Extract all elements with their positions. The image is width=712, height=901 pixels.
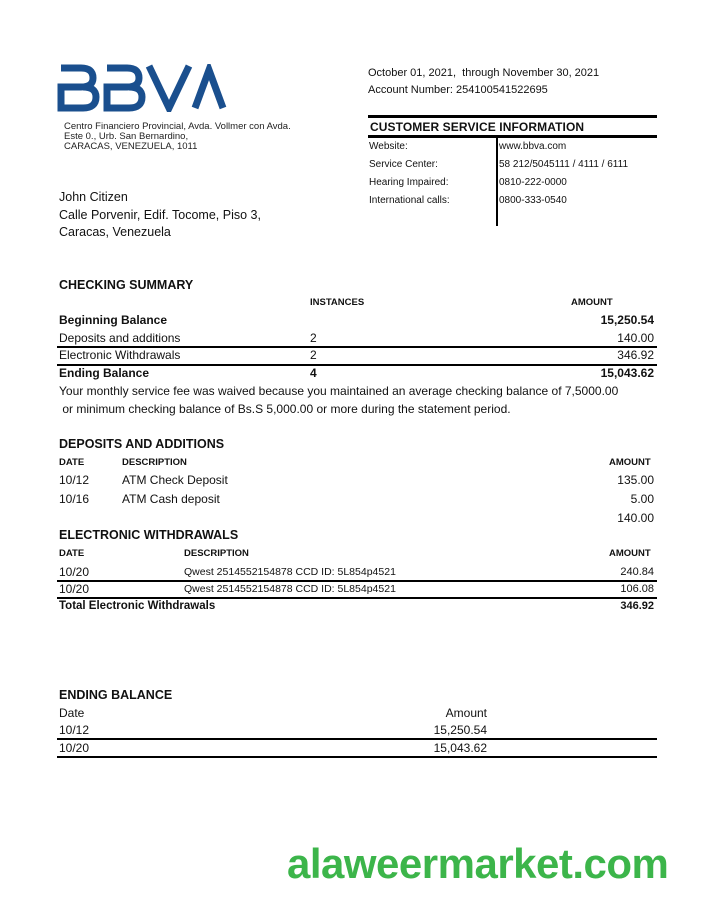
- summary-amount: 346.92: [617, 348, 654, 362]
- deposit-description: ATM Check Deposit: [122, 473, 228, 487]
- customer-service-info: [368, 115, 657, 210]
- deposit-row: [57, 491, 657, 508]
- bank-address: [64, 122, 291, 152]
- cs-label: International calls:: [369, 195, 450, 206]
- withdrawal-description: Qwest 2514552154878 CCD ID: 5L854p4521: [184, 566, 396, 578]
- col-header-description: DESCRIPTION: [184, 548, 249, 559]
- ending-balance-amount: 15,043.62: [433, 741, 487, 755]
- withdrawal-amount: 240.84: [620, 566, 654, 578]
- cs-value: 0810-222-0000: [499, 177, 567, 188]
- withdrawal-date: 10/20: [59, 582, 90, 596]
- col-header-description: DESCRIPTION: [122, 457, 187, 468]
- deposit-description: ATM Cash deposit: [122, 492, 220, 506]
- deposit-date: 10/12: [59, 473, 90, 487]
- col-header-date: Date: [59, 706, 85, 720]
- deposit-amount: 5.00: [630, 492, 654, 506]
- divider: [496, 138, 498, 226]
- col-header-instances: INSTANCES: [310, 297, 365, 308]
- ending-balance-date: 10/20: [59, 741, 90, 755]
- withdrawal-amount: 106.08: [620, 583, 654, 595]
- cs-label: Hearing Impaired:: [369, 177, 449, 188]
- summary-label: Ending Balance: [59, 366, 150, 380]
- bank-address-line: Este 0., Urb. San Bernardino,: [64, 131, 189, 142]
- customer-address: [59, 189, 261, 242]
- cs-row-international: [368, 192, 657, 210]
- withdrawal-date: 10/20: [59, 565, 90, 579]
- withdrawals-title: ELECTRONIC WITHDRAWALS: [59, 528, 239, 542]
- summary-row-beginning: [57, 312, 657, 329]
- summary-amount: 140.00: [617, 331, 654, 345]
- customer-address-line: Calle Porvenir, Edif. Tocome, Piso 3,: [59, 207, 261, 222]
- bbva-logo: [57, 64, 227, 112]
- summary-instances: 2: [310, 348, 317, 362]
- col-header-amount: AMOUNT: [609, 457, 651, 468]
- deposit-date: 10/16: [59, 492, 90, 506]
- ending-balance-amount: 15,250.54: [433, 723, 487, 737]
- withdrawals-total-row: [57, 598, 657, 615]
- note-line: or minimum checking balance of Bs.S 5,000.00 or more during the statement period.: [59, 402, 511, 416]
- ending-balance-header: [57, 705, 657, 721]
- cs-value: 58 212/5045111 / 4111 / 6111: [499, 159, 629, 170]
- cs-label: Service Center:: [369, 159, 438, 170]
- summary-row-withdrawals: [57, 347, 657, 364]
- withdrawal-row: [57, 564, 657, 581]
- cs-value: www.bbva.com: [499, 141, 567, 152]
- customer-service-title: CUSTOMER SERVICE INFORMATION: [368, 115, 657, 138]
- account-number: Account Number: 254100541522695: [368, 84, 548, 96]
- col-header-date: DATE: [59, 457, 85, 468]
- cs-row-website: [368, 138, 657, 156]
- ending-balance-row: [57, 722, 657, 738]
- cs-row-hearing-impaired: [368, 174, 657, 192]
- withdrawals-total: 346.92: [620, 600, 654, 612]
- bank-address-line: Centro Financiero Provincial, Avda. Vollmer con Avda.: [64, 121, 291, 132]
- ending-balance-title: ENDING BALANCE: [59, 688, 173, 702]
- summary-label: Electronic Withdrawals: [59, 348, 181, 362]
- row-divider: [57, 756, 657, 758]
- watermark: alaweermarket.com: [287, 840, 669, 887]
- summary-label: Beginning Balance: [59, 313, 168, 327]
- customer-address-line: Caracas, Venezuela: [59, 225, 171, 239]
- summary-instances: 2: [310, 331, 317, 345]
- deposit-row: [57, 472, 657, 489]
- summary-label: Deposits and additions: [59, 331, 181, 345]
- customer-name: John Citizen: [59, 190, 128, 204]
- cs-value: 0800-333-0540: [499, 195, 567, 206]
- col-header-date: DATE: [59, 548, 85, 559]
- checking-summary-title: CHECKING SUMMARY: [59, 278, 194, 292]
- summary-row-deposits: [57, 330, 657, 347]
- col-header-amount: AMOUNT: [609, 548, 651, 559]
- deposits-total-row: [57, 510, 657, 527]
- ending-balance-date: 10/12: [59, 723, 90, 737]
- statement-header: [368, 65, 599, 99]
- deposits-total: 140.00: [617, 511, 654, 525]
- summary-amount: 15,250.54: [600, 313, 654, 327]
- summary-instances: 4: [310, 366, 317, 380]
- ending-balance-row: [57, 740, 657, 756]
- withdrawal-description: Qwest 2514552154878 CCD ID: 5L854p4521: [184, 583, 396, 595]
- cs-label: Website:: [369, 141, 408, 152]
- cs-row-service-center: [368, 156, 657, 174]
- deposit-amount: 135.00: [617, 473, 654, 487]
- summary-row-ending: [57, 365, 657, 382]
- summary-amount: 15,043.62: [600, 366, 654, 380]
- service-fee-note: [59, 382, 618, 418]
- bank-address-line: CARACAS, VENEZUELA, 1011: [64, 141, 198, 152]
- col-header-amount: Amount: [445, 706, 487, 720]
- deposits-title: DEPOSITS AND ADDITIONS: [59, 437, 225, 451]
- withdrawals-total-label: Total Electronic Withdrawals: [59, 600, 216, 612]
- statement-period: October 01, 2021, through November 30, 2021: [368, 67, 600, 79]
- col-header-amount: AMOUNT: [571, 297, 613, 308]
- withdrawal-row: [57, 581, 657, 598]
- note-line: Your monthly service fee was waived because you maintained an average checking balance of 7,5000.00: [59, 384, 619, 398]
